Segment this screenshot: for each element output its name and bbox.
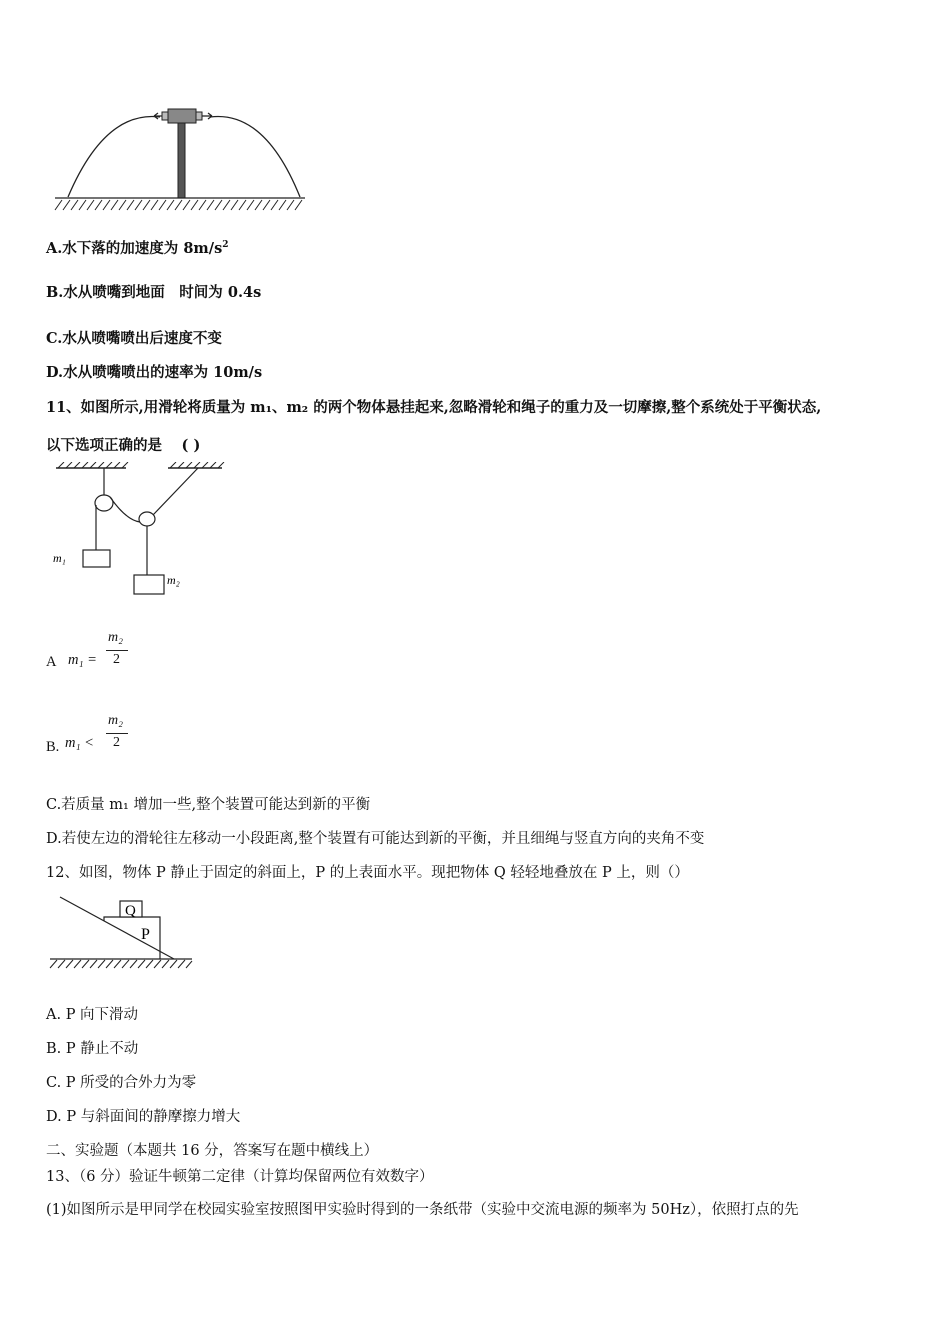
q12-option-c: C. P 所受的合外力为零 bbox=[46, 1075, 197, 1091]
q11-option-a-fraction bbox=[104, 630, 132, 674]
fraction-denominator: 2 bbox=[113, 652, 120, 667]
q10-option-d: D.水从喷嘴喷出的速率为 10m/s bbox=[46, 364, 263, 381]
m1-label: m₁ bbox=[53, 551, 66, 565]
section-heading: 二、实验题（本题共 16 分，答案写在题中横线上） bbox=[46, 1143, 379, 1159]
fraction-numerator: m₂ bbox=[108, 713, 123, 728]
q10-option-a: A.水下落的加速度为 $8m/s^2$ bbox=[46, 239, 229, 257]
q10-option-b: B.水从喷嘴到地面 时间为 0.4s bbox=[46, 284, 262, 301]
q12-option-d: D. P 与斜面间的静摩擦力增大 bbox=[46, 1109, 241, 1125]
q13-part1: (1)如图所示是甲同学在校园实验室按照图甲实验时得到的一条纸带（实验中交流电源的频率为 50Hz），依照打点的先 bbox=[46, 1202, 799, 1218]
fountain-figure bbox=[50, 100, 310, 218]
q11-option-d: D.若使左边的滑轮往左移动一小段距离,整个装置有可能达到新的平衡，并且细绳与竖直方向的夹角不变 bbox=[46, 831, 705, 847]
q11-option-c: C.若质量 m₁ 增加一些,整个装置可能达到新的平衡 bbox=[46, 797, 371, 813]
q12-stem: 12、如图，物体 P 静止于固定的斜面上，P 的上表面水平。现把物体 Q 轻轻地叠放在 P 上，则（） bbox=[46, 865, 689, 881]
q11-option-b bbox=[46, 735, 94, 757]
q12-option-a: A. P 向下滑动 bbox=[46, 1007, 139, 1023]
q-label: Q bbox=[125, 903, 136, 919]
fraction-numerator: m₂ bbox=[108, 630, 123, 645]
q11-option-b-lhs: m₁ < bbox=[65, 735, 94, 751]
q10-option-c: C.水从喷嘴喷出后速度不变 bbox=[46, 330, 222, 347]
q11-option-a-lhs: m₁ = bbox=[68, 652, 97, 668]
q11-option-b-prefix: B. bbox=[46, 739, 60, 755]
p-label: P bbox=[141, 926, 150, 943]
q13-stem: 13、（6 分）验证牛顿第二定律（计算均保留两位有效数字） bbox=[46, 1169, 434, 1185]
fraction-bar bbox=[106, 650, 128, 651]
m2-label: m₂ bbox=[167, 573, 180, 587]
q11-option-a-prefix: A bbox=[46, 654, 57, 670]
q11-stem-line2: 以下选项正确的是 ( ) bbox=[46, 437, 201, 454]
q11-option-b-fraction bbox=[104, 713, 132, 757]
q11-stem-line1: 11、如图所示,用滑轮将质量为 m₁、m₂ 的两个物体悬挂起来,忽略滑轮和绳子的重力及一切摩擦,整个系统处于平衡状态, bbox=[46, 399, 822, 416]
pulley-figure bbox=[46, 462, 236, 600]
fraction-bar bbox=[106, 733, 128, 734]
q11-option-a bbox=[46, 652, 97, 672]
fraction-denominator: 2 bbox=[113, 735, 120, 750]
q12-option-b: B. P 静止不动 bbox=[46, 1041, 139, 1057]
incline-figure bbox=[46, 895, 196, 971]
